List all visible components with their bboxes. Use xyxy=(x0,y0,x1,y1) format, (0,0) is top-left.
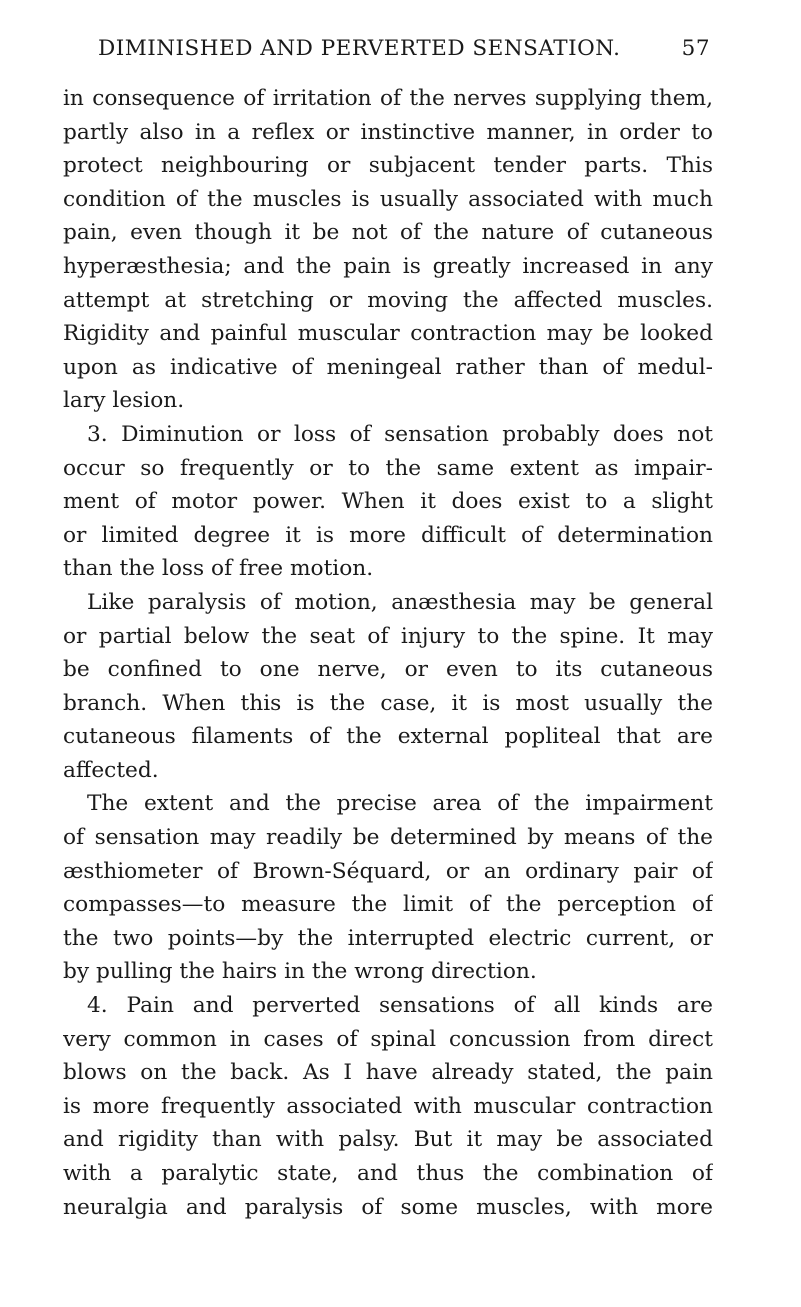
text-line: Like paralysis of motion, anæsthesia may be general xyxy=(87,589,713,615)
text-line: affected. xyxy=(63,757,159,783)
text-line: condition of the muscles is usually associated with much xyxy=(63,186,713,212)
text-line: Rigidity and painful muscular contraction may be looked xyxy=(63,321,713,347)
text-line: cutaneous filaments of the external popliteal that are xyxy=(63,724,713,750)
body-text xyxy=(63,82,713,1224)
text-line: lary lesion. xyxy=(63,388,185,414)
text-line: æsthiometer of Brown-Séquard, or an ordinary pair of xyxy=(63,858,713,884)
running-head xyxy=(98,36,710,68)
text-line: by pulling the hairs in the wrong direction. xyxy=(63,959,537,985)
text-line: or limited degree it is more difficult of determination xyxy=(63,522,713,548)
text-line: partly also in a reflex or instinctive manner, in order to xyxy=(63,119,713,145)
text-line: of sensation may readily be determined by means of the xyxy=(63,825,713,851)
text-line: and rigidity than with palsy. But it may be associated xyxy=(63,1127,713,1153)
text-line: in consequence of irritation of the nerves supplying them, xyxy=(63,86,713,111)
text-line: than the loss of free motion. xyxy=(63,556,374,582)
text-line: very common in cases of spinal concussion from direct xyxy=(63,1026,713,1052)
text-line: be confined to one nerve, or even to its cutaneous xyxy=(63,657,713,683)
text-line: compasses—to measure the limit of the perception of xyxy=(63,892,713,918)
text-line: The extent and the precise area of the impairment xyxy=(87,791,713,817)
text-line: branch. When this is the case, it is most usually the xyxy=(63,690,713,716)
text-line: pain, even though it be not of the nature of cutaneous xyxy=(63,220,713,246)
running-title: DIMINISHED AND PERVERTED SENSATION. xyxy=(98,36,621,61)
text-line: blows on the back. As I have already stated, the pain xyxy=(63,1060,713,1086)
text-line: 4. Pain and perverted sensations of all kinds are xyxy=(87,993,713,1019)
text-line: hyperæsthesia; and the pain is greatly increased in any xyxy=(63,253,713,279)
text-line: ment of motor power. When it does exist to a slight xyxy=(63,489,713,515)
text-line: protect neighbouring or subjacent tender parts. This xyxy=(63,153,713,179)
page-number: 57 xyxy=(681,36,710,61)
text-line: with a paralytic state, and thus the combination of xyxy=(63,1161,713,1186)
text-line: upon as indicative of meningeal rather than of medul- xyxy=(63,354,713,380)
text-line: or partial below the seat of injury to the spine. It may xyxy=(63,623,713,649)
text-line: attempt at stretching or moving the affected muscles. xyxy=(63,287,713,313)
text-line: occur so frequently or to the same extent as impair- xyxy=(63,455,713,481)
text-line: 3. Diminution or loss of sensation probably does not xyxy=(87,421,713,447)
text-line: is more frequently associated with muscular contraction xyxy=(63,1093,713,1119)
text-line: the two points—by the interrupted electric current, or xyxy=(63,925,713,951)
text-line: neuralgia and paralysis of some muscles, with more xyxy=(63,1194,713,1220)
